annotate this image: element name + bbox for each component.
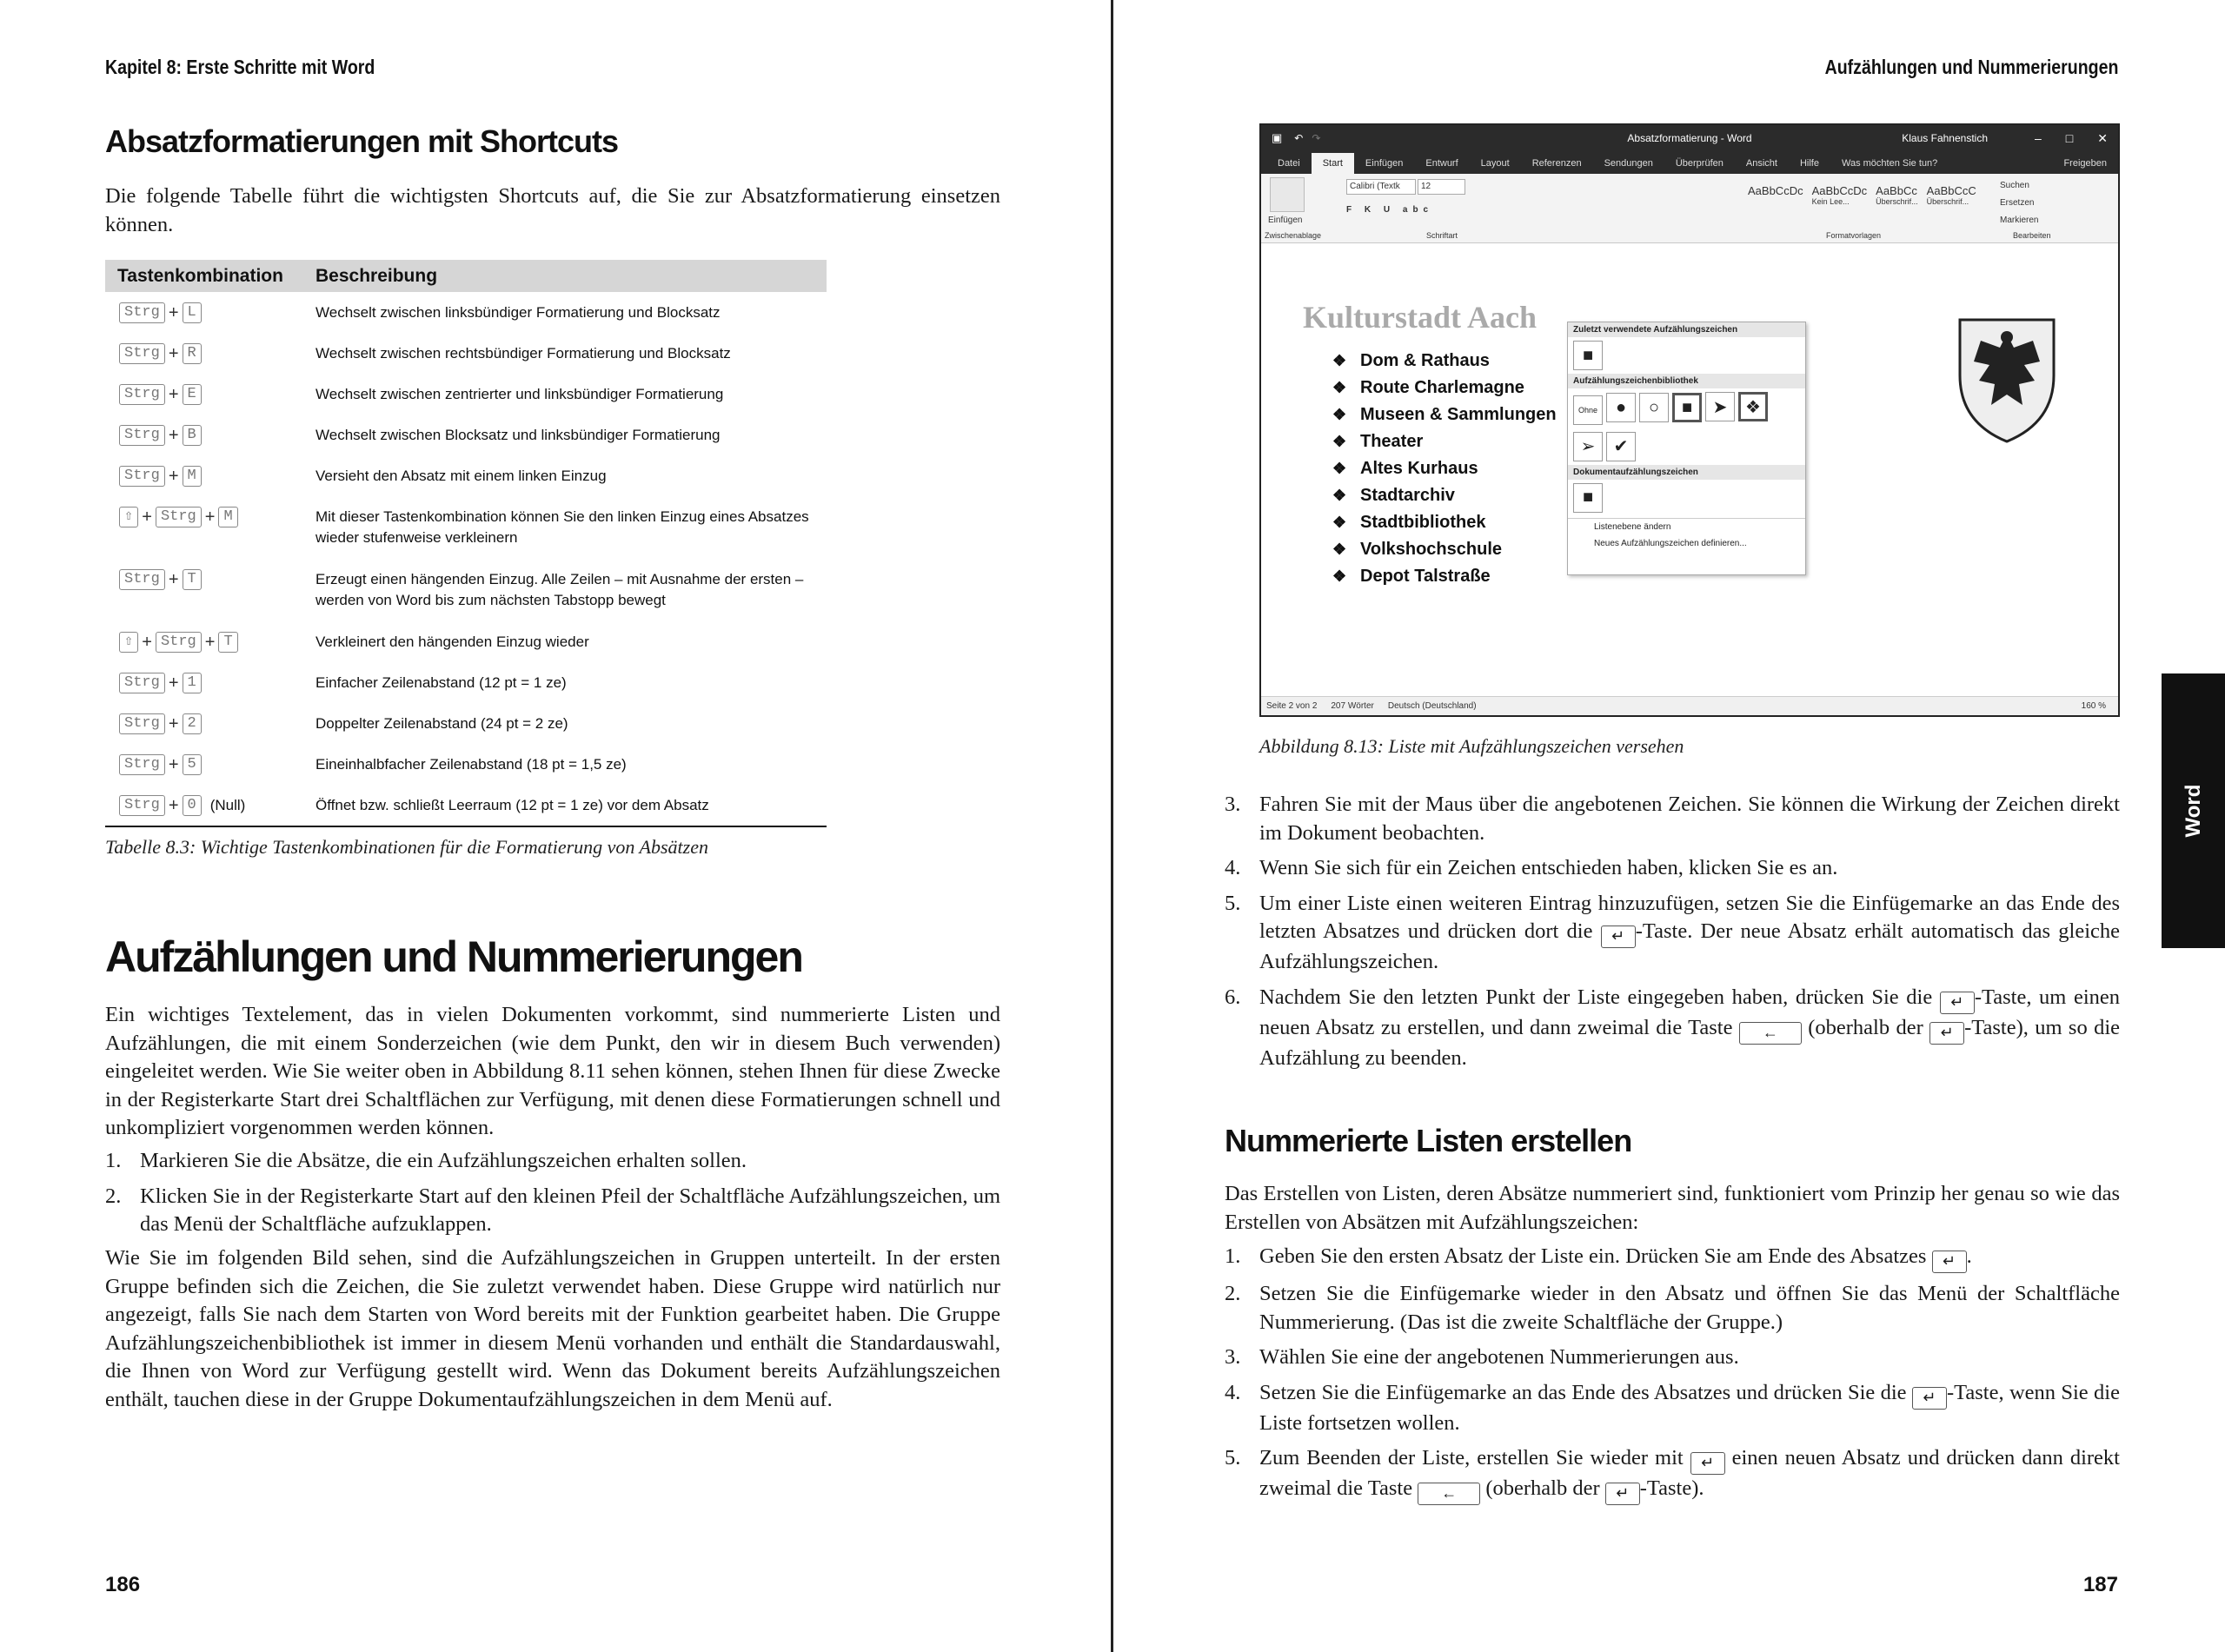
change-list-level-item[interactable]: Listenebene ändern bbox=[1594, 521, 1671, 532]
table-row bbox=[105, 374, 827, 415]
bullet-square-option[interactable]: ■ bbox=[1573, 483, 1603, 513]
list-item: ❖ Volkshochschule bbox=[1332, 536, 1557, 563]
table-row bbox=[105, 744, 827, 785]
running-head: Kapitel 8: Erste Schritte mit Word bbox=[105, 56, 375, 78]
redo-icon[interactable]: ↷ bbox=[1312, 132, 1321, 144]
intro-paragraph bbox=[105, 1001, 1000, 1143]
table-row bbox=[105, 621, 827, 662]
tab-layout[interactable]: Layout bbox=[1480, 158, 1510, 169]
bullet-none-option[interactable]: Ohne bbox=[1573, 395, 1603, 425]
table-row bbox=[105, 785, 827, 826]
window-title: Absatzformatierung - Word bbox=[1627, 132, 1752, 144]
shortcut-keys: Strg + 5 bbox=[105, 754, 315, 775]
shortcut-table bbox=[105, 260, 827, 827]
status-words: 207 Wörter bbox=[1331, 701, 1374, 711]
enter-key-icon: ↵ bbox=[1929, 1022, 1964, 1045]
list-item: ❖ Dom & Rathaus bbox=[1332, 348, 1557, 375]
find-button[interactable]: Suchen bbox=[2000, 181, 2029, 190]
key-cap: Strg bbox=[119, 569, 165, 590]
list-item: ❖ Depot Talstraße bbox=[1332, 563, 1557, 590]
close-icon[interactable]: ✕ bbox=[2097, 130, 2108, 145]
key-cap: R bbox=[183, 343, 202, 364]
list-item: 4. Setzen Sie die Einfügemarke an das Ende des Absatzes und drücken Sie die ↵ -Taste, wenn Sie die Liste fortsetzen wollen. bbox=[1225, 1380, 2120, 1435]
shortcut-description: Eineinhalbfacher Zeilenabstand (18 pt = 1,5 ze) bbox=[315, 756, 627, 773]
bullet-library-header: Aufzählungszeichenbibliothek bbox=[1568, 374, 1805, 388]
diamond-bullet-icon: ❖ bbox=[1332, 460, 1347, 477]
font-name-box[interactable]: Calibri (Textk bbox=[1346, 179, 1416, 195]
word-window-screenshot bbox=[1259, 123, 2120, 717]
tab-ueberpruefen[interactable]: Überprüfen bbox=[1675, 158, 1724, 169]
shortcut-description: Wechselt zwischen linksbündiger Formatierung und Blocksatz bbox=[315, 304, 721, 321]
tab-referenzen[interactable]: Referenzen bbox=[1531, 158, 1582, 169]
enter-key-icon: ↵ bbox=[1690, 1452, 1725, 1475]
list-item: 3. Wählen Sie eine der angebotenen Nummerierungen aus. bbox=[1225, 1345, 1739, 1369]
bullet-dot-option[interactable]: ● bbox=[1606, 393, 1636, 422]
table-row bbox=[105, 292, 827, 333]
left-steps bbox=[105, 1147, 1000, 1239]
key-cap: Strg bbox=[119, 713, 165, 734]
key-cap: Strg bbox=[119, 302, 165, 323]
recent-bullets-header: Zuletzt verwendete Aufzählungszeichen bbox=[1568, 322, 1805, 337]
backspace-key-icon: ← bbox=[1739, 1022, 1802, 1045]
enter-key-icon: ↵ bbox=[1605, 1483, 1640, 1505]
shortcut-description: Wechselt zwischen zentrierter und linksbündiger Formatierung bbox=[315, 386, 724, 402]
shortcut-keys: Strg + M bbox=[105, 466, 315, 487]
list-item: 2. Setzen Sie die Einfügemarke wieder in den Absatz und öffnen Sie das Menü der Schaltfläche Nummerierung. (Das ist die zweite Schaltfläche der Gruppe.) bbox=[1225, 1282, 2120, 1334]
tab-start[interactable]: Start bbox=[1312, 153, 1354, 174]
format-buttons[interactable]: F K U abc bbox=[1346, 205, 1434, 215]
tab-ansicht[interactable]: Ansicht bbox=[1745, 158, 1777, 169]
shortcut-description: Doppelter Zeilenabstand (24 pt = 2 ze) bbox=[315, 715, 568, 732]
status-bar bbox=[1261, 696, 2118, 715]
edit-group-label: Bearbeiten bbox=[2013, 231, 2051, 240]
bullet-dropdown-menu bbox=[1567, 322, 1806, 575]
shortcut-keys: Strg + 1 bbox=[105, 673, 315, 693]
enter-key-icon: ↵ bbox=[1940, 992, 1975, 1014]
maximize-icon[interactable]: □ bbox=[2065, 130, 2074, 145]
shortcut-description: Mit dieser Tastenkombination können Sie den linken Einzug eines Absatzes wieder stufenweise verkleinern bbox=[315, 508, 809, 546]
right-steps bbox=[1225, 791, 2120, 1072]
list-item: 1. Geben Sie den ersten Absatz der Liste ein. Drücken Sie am Ende des Absatzes ↵ . bbox=[1225, 1243, 2120, 1273]
table-intro: Die folgende Tabelle führt die wichtigsten Shortcuts auf, die Sie zur Absatzformatierung einsetzen können. bbox=[105, 184, 1000, 236]
edit-commands bbox=[2000, 177, 2038, 229]
tab-hilfe[interactable]: Hilfe bbox=[1799, 158, 1819, 169]
tell-me-search[interactable]: Was möchten Sie tun? bbox=[1841, 158, 1938, 169]
eagle-coat-of-arms-icon bbox=[1955, 315, 2059, 445]
key-cap: Strg bbox=[156, 507, 202, 527]
page-number: 187 bbox=[2082, 1573, 2118, 1596]
table-caption: Tabelle 8.3: Wichtige Tastenkombinationen für die Formatierung von Absätzen bbox=[105, 836, 708, 858]
word-title-bar bbox=[1261, 125, 2118, 151]
shortcut-description: Einfacher Zeilenabstand (12 pt = 1 ze) bbox=[315, 674, 567, 691]
shortcut-description: Erzeugt einen hängenden Einzug. Alle Zeilen – mit Ausnahme der ersten – werden von Word bis zum nächsten Tabstopp bewegt bbox=[315, 571, 804, 608]
key-cap: M bbox=[183, 466, 202, 487]
replace-button[interactable]: Ersetzen bbox=[2000, 198, 2035, 208]
paste-icon[interactable] bbox=[1270, 177, 1305, 212]
bullet-circle-option[interactable]: ○ bbox=[1639, 393, 1669, 422]
shortcut-description: Verkleinert den hängenden Einzug wieder bbox=[315, 634, 589, 650]
list-item: 4. Wenn Sie sich für ein Zeichen entschieden haben, klicken Sie es an. bbox=[1225, 856, 1838, 879]
status-language[interactable]: Deutsch (Deutschland) bbox=[1387, 701, 1477, 711]
bullet-triangle-option[interactable]: ➢ bbox=[1573, 432, 1603, 461]
key-cap: Strg bbox=[119, 754, 165, 775]
table-body bbox=[105, 292, 827, 826]
shortcut-description: Versieht den Absatz mit einem linken Einzug bbox=[315, 468, 607, 484]
shortcut-description: Wechselt zwischen rechtsbündiger Formatierung und Blocksatz bbox=[315, 345, 731, 362]
bullet-check-option[interactable]: ✔ bbox=[1606, 432, 1636, 461]
figure-caption: Abbildung 8.13: Liste mit Aufzählungszeichen versehen bbox=[1259, 735, 1684, 757]
diamond-bullet-icon: ❖ bbox=[1332, 567, 1347, 585]
subheading: Nummerierte Listen erstellen bbox=[1225, 1123, 1632, 1158]
styles-group-label: Formatvorlagen bbox=[1826, 231, 1882, 240]
diamond-bullet-icon: ❖ bbox=[1332, 433, 1347, 450]
diamond-bullet-icon: ❖ bbox=[1332, 541, 1347, 558]
bullet-square-option[interactable]: ■ bbox=[1573, 341, 1603, 370]
key-cap: 5 bbox=[183, 754, 202, 775]
enter-key-icon: ↵ bbox=[1932, 1251, 1967, 1273]
tab-entwurf[interactable]: Entwurf bbox=[1425, 158, 1458, 169]
status-page: Seite 2 von 2 bbox=[1266, 701, 1318, 711]
ribbon-tabs bbox=[1261, 151, 2118, 174]
shortcut-keys: ⇧ + Strg + T bbox=[105, 632, 315, 653]
user-name: Klaus Fahnenstich bbox=[1902, 132, 1988, 144]
groups-paragraph: Wie Sie im folgenden Bild sehen, sind die Aufzählungszeichen in Gruppen unterteilt. In der ersten Gruppe befinden sich die Zeichen, die Sie zuletzt verwendet haben. Diese Gruppe wird natürlich nur angezeigt, falls Sie nach dem Starten von Word bereits mit der Funktion gearbeitet haben. Die Gruppe Aufzählungszeichenbibliothek ist immer in diesem Menü vorhanden und enthält die Standardauswahl, die Ihnen von Word zur Verfügung gestellt wird. Wenn das Dokument bereits Aufzählungszeichen enthält, tauchen diese in der Gruppe Dokumentaufzählungszeichen in dem Menü auf. bbox=[105, 1246, 1000, 1411]
shortcut-description: Öffnet bzw. schließt Leerraum (12 pt = 1 ze) vor dem Absatz bbox=[315, 797, 709, 813]
list-item: 5. Zum Beenden der Liste, erstellen Sie wieder mit ↵ einen neuen Absatz und drücken dann direkt zweimal die Taste ← (oberhalb der ↵ -Taste). bbox=[1225, 1444, 2120, 1505]
key-cap: T bbox=[218, 632, 237, 653]
table-row bbox=[105, 559, 827, 621]
key-cap: Strg bbox=[119, 795, 165, 816]
diamond-bullet-icon: ❖ bbox=[1332, 487, 1347, 504]
minimize-icon[interactable]: – bbox=[2035, 130, 2042, 145]
share-button[interactable]: Freigeben bbox=[2063, 158, 2107, 169]
document-area[interactable] bbox=[1261, 243, 2118, 696]
key-cap: Strg bbox=[119, 466, 165, 487]
diamond-bullet-icon: ❖ bbox=[1332, 406, 1347, 423]
enter-key-icon: ↵ bbox=[1601, 926, 1636, 948]
table-header-desc: Beschreibung bbox=[315, 265, 438, 286]
numbered-intro: Das Erstellen von Listen, deren Absätze nummeriert sind, funktioniert vom Prinzip her genau so wie das Erstellen von Absätzen mit Aufzählungszeichen: bbox=[1225, 1182, 2120, 1234]
left-page bbox=[0, 0, 1112, 1652]
document-bullets-header: Dokumentaufzählungszeichen bbox=[1568, 465, 1805, 480]
shortcut-keys: Strg + E bbox=[105, 384, 315, 405]
numbered-steps bbox=[1225, 1243, 2120, 1505]
list-item: ❖ Theater bbox=[1332, 428, 1557, 455]
list-item: ❖ Altes Kurhaus bbox=[1332, 455, 1557, 482]
page-number: 186 bbox=[105, 1573, 141, 1596]
list-item: 1. Markieren Sie die Absätze, die ein Aufzählungszeichen erhalten sollen. bbox=[105, 1149, 747, 1172]
key-cap: T bbox=[183, 569, 202, 590]
table-row bbox=[105, 662, 827, 703]
list-item: 5. Um einer Liste einen weiteren Eintrag hinzuzufügen, setzen Sie die Einfügemarke an das Ende des letzten Absatzes und drücken dort die ↵ -Taste. Der neue Absatz erhält automatisch das gleiche Aufzählungszeichen. bbox=[1225, 891, 2121, 973]
diamond-bullet-icon: ❖ bbox=[1332, 379, 1347, 396]
key-cap: Strg bbox=[119, 384, 165, 405]
key-cap: B bbox=[183, 425, 202, 446]
table-row bbox=[105, 703, 827, 744]
shortcut-keys: Strg + T bbox=[105, 569, 315, 590]
key-cap: M bbox=[218, 507, 237, 527]
key-cap: L bbox=[183, 302, 202, 323]
running-head: Aufzählungen und Nummerierungen bbox=[1824, 56, 2118, 78]
list-item: 6. Nachdem Sie den letzten Punkt der Liste eingegeben haben, drücken Sie die ↵ -Taste, um einen neuen Absatz zu erstellen, und dann zweimal die Taste ← (oberhalb der ↵ -Taste), um so die Aufzählung zu beenden. bbox=[1225, 985, 2121, 1070]
shortcut-keys: Strg + L bbox=[105, 302, 315, 323]
section-heading: Absatzformatierungen mit Shortcuts bbox=[105, 123, 619, 159]
list-item: 3. Fahren Sie mit der Maus über die angebotenen Zeichen. Sie können die Wirkung der Zeichen direkt im Dokument beobachten. bbox=[1225, 793, 2120, 845]
bullet-list bbox=[1332, 348, 1557, 590]
shortcut-keys: Strg + 0 (Null) bbox=[105, 795, 315, 816]
shortcut-description: Wechselt zwischen Blocksatz und linksbündiger Formatierung bbox=[315, 427, 721, 443]
font-size-box[interactable]: 12 bbox=[1418, 179, 1465, 195]
list-item: ❖ Stadtbibliothek bbox=[1332, 509, 1557, 536]
bullet-arrow-option[interactable]: ➤ bbox=[1705, 392, 1735, 421]
font-group-label: Schriftart bbox=[1426, 231, 1458, 240]
save-icon[interactable]: ▣ bbox=[1272, 131, 1283, 144]
thumb-tab: Word bbox=[2162, 673, 2225, 948]
enter-key-icon: ↵ bbox=[1912, 1387, 1947, 1410]
shortcut-keys: ⇧ + Strg + M bbox=[105, 507, 315, 527]
list-item: ❖ Stadtarchiv bbox=[1332, 482, 1557, 509]
clipboard-group-label: Zwischenablage bbox=[1265, 231, 1322, 240]
table-bottom-rule bbox=[105, 826, 827, 827]
define-new-bullet-item[interactable]: Neues Aufzählungszeichen definieren... bbox=[1594, 538, 1747, 548]
key-cap: ⇧ bbox=[119, 632, 138, 653]
shortcut-keys: Strg + 2 bbox=[105, 713, 315, 734]
tab-datei[interactable]: Datei bbox=[1278, 158, 1300, 169]
tab-einfuegen[interactable]: Einfügen bbox=[1365, 158, 1404, 169]
key-suffix: (Null) bbox=[209, 797, 246, 813]
tab-sendungen[interactable]: Sendungen bbox=[1604, 158, 1653, 169]
bullet-square-option[interactable]: ■ bbox=[1672, 393, 1702, 422]
style-gallery[interactable]: AaBbCcDc AaBbCcDc Kein Lee... AaBbCc Überschrif... AaBbCcC Überschrif... bbox=[1748, 184, 1976, 206]
table-row bbox=[105, 496, 827, 559]
bullet-diamond-option[interactable]: ❖ bbox=[1738, 392, 1768, 421]
key-cap: Strg bbox=[119, 343, 165, 364]
table-row bbox=[105, 415, 827, 455]
key-cap: ⇧ bbox=[119, 507, 138, 527]
shortcut-keys: Strg + B bbox=[105, 425, 315, 446]
diamond-bullet-icon: ❖ bbox=[1332, 514, 1347, 531]
document-title: Kulturstadt Aach bbox=[1303, 300, 1538, 335]
list-item: ❖ Route Charlemagne bbox=[1332, 375, 1557, 401]
diamond-bullet-icon: ❖ bbox=[1332, 352, 1347, 369]
key-cap: Strg bbox=[156, 632, 202, 653]
key-cap: Strg bbox=[119, 673, 165, 693]
shortcut-keys: Strg + R bbox=[105, 343, 315, 364]
list-item: 2. Klicken Sie in der Registerkarte Start auf den kleinen Pfeil der Schaltfläche Aufzählungszeichen, um das Menü der Schaltfläche aufzuklappen. bbox=[105, 1184, 1000, 1236]
table-row bbox=[105, 455, 827, 496]
status-zoom[interactable]: 160 % bbox=[2081, 701, 2106, 711]
table-header bbox=[105, 260, 827, 292]
intro-paragraph-text: Ein wichtiges Textelement, das in vielen Dokumenten vorkommt, sind nummerierte Listen und Aufzählungen, die mit einem Sonderzeichen (wie dem Punkt, den wir in diesem Buch verwenden) eingeleitet werden. Wie Sie weiter oben in Abbildung 8.11 sehen können, stehen Ihnen für diese Zwecke in der Registerkarte Start drei Schaltflächen zur Verfügung, mit denen diese Formatierungen schnell und unkompliziert vorgenommen werden können. bbox=[105, 1003, 1000, 1139]
select-button[interactable]: Markieren bbox=[2000, 216, 2039, 225]
list-item: ❖ Museen & Sammlungen bbox=[1332, 401, 1557, 428]
undo-icon[interactable]: ↶ bbox=[1294, 132, 1304, 144]
ribbon bbox=[1261, 174, 2118, 243]
paste-button[interactable]: Einfügen bbox=[1268, 216, 1303, 225]
table-header-keys: Tastenkombination bbox=[117, 265, 283, 286]
key-cap: 1 bbox=[183, 673, 202, 693]
backspace-key-icon: ← bbox=[1418, 1483, 1480, 1505]
key-cap: E bbox=[183, 384, 202, 405]
chapter-heading: Aufzählungen und Nummerierungen bbox=[105, 932, 802, 981]
table-row bbox=[105, 333, 827, 374]
key-cap: 2 bbox=[183, 713, 202, 734]
key-cap: Strg bbox=[119, 425, 165, 446]
key-cap: 0 bbox=[183, 795, 202, 816]
